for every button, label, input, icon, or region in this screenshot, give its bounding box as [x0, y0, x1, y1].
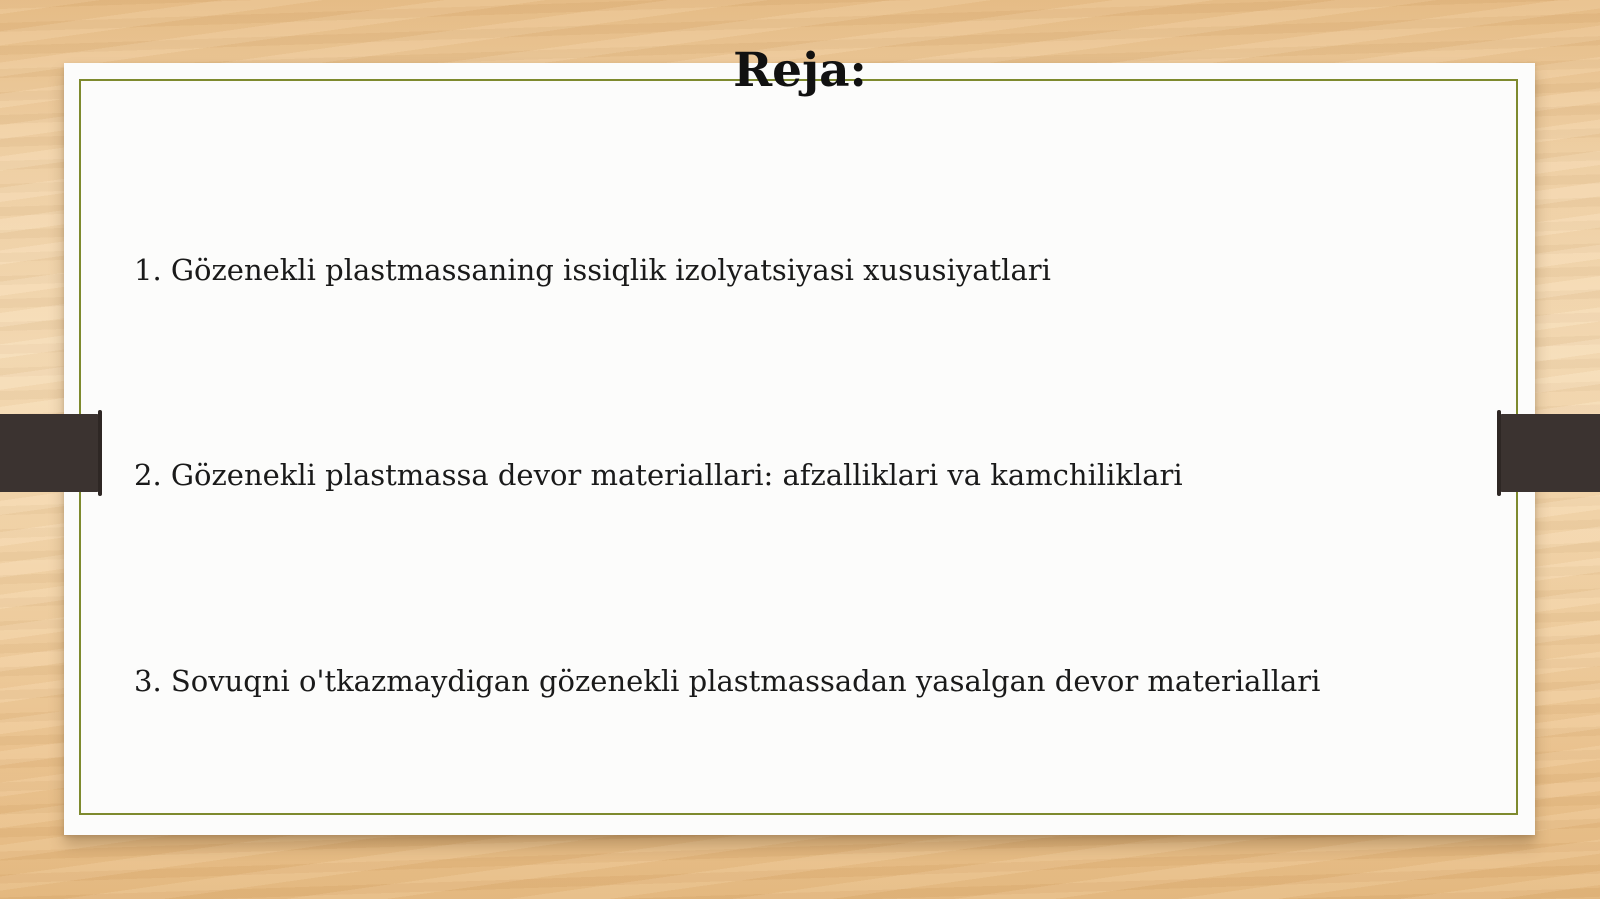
right-decorative-tab — [1499, 414, 1600, 492]
slide-frame-border — [79, 79, 1518, 815]
slide-card — [64, 63, 1535, 835]
left-decorative-tab — [0, 414, 100, 492]
slide-title: Reja: — [733, 43, 867, 98]
plan-item-3: 3. Sovuqni o'tkazmaydigan gözenekli plastmassadan yasalgan devor materiallari — [134, 664, 1321, 698]
plan-item-2: 2. Gözenekli plastmassa devor materiallari: afzalliklari va kamchiliklari — [134, 458, 1183, 492]
plan-item-1: 1. Gözenekli plastmassaning issiqlik izolyatsiyasi xususiyatlari — [134, 253, 1051, 287]
